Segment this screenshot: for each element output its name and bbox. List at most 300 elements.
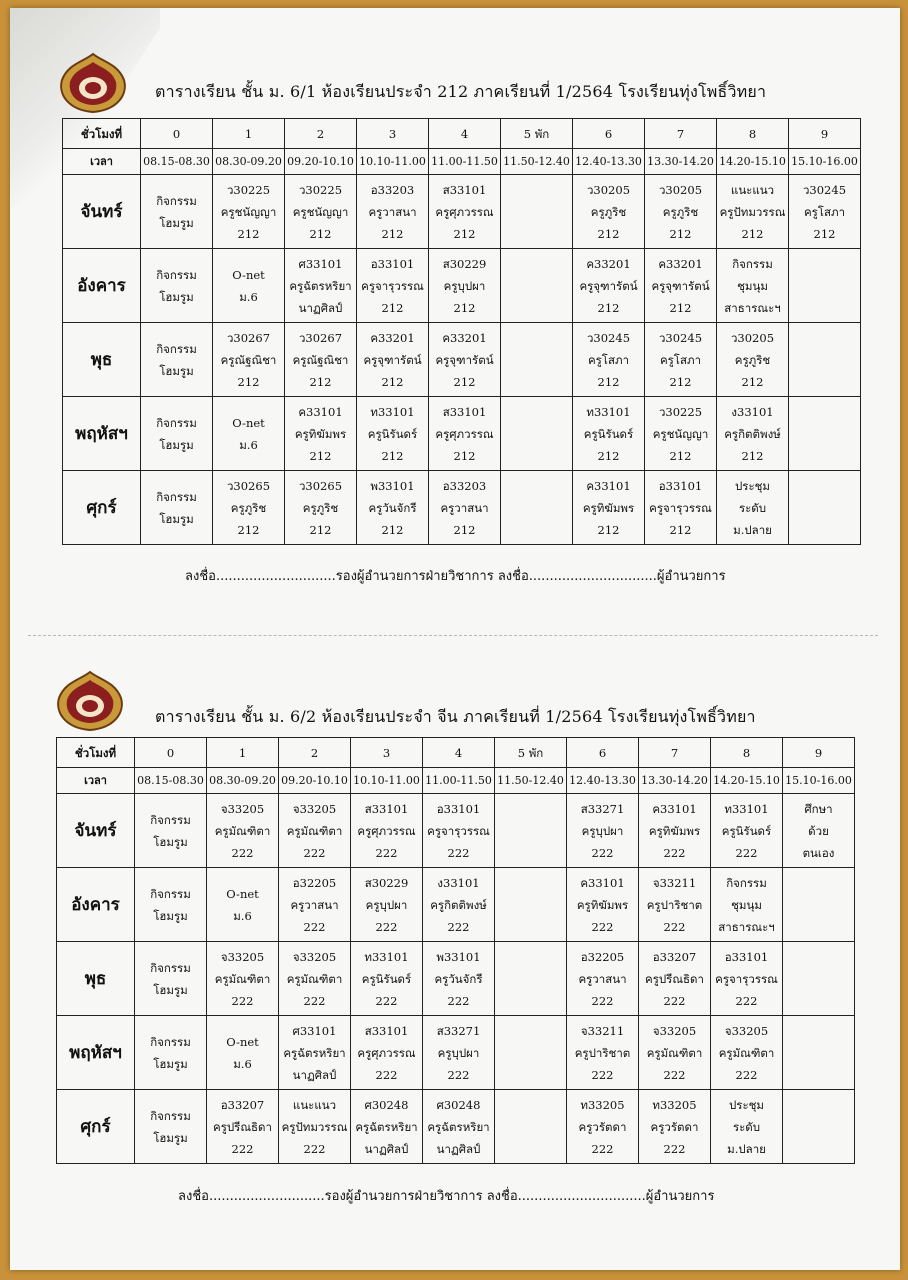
class-cell-line: ศึกษา bbox=[804, 801, 833, 816]
class-cell-line: ครูปรีณธิดา bbox=[213, 1119, 272, 1134]
class-cell-line: O-net bbox=[232, 415, 265, 430]
class-cell bbox=[717, 249, 789, 323]
class-cell-line: ครูฉัตรหริยา bbox=[289, 278, 352, 293]
time-slot: 08.15-08.30 bbox=[141, 149, 213, 175]
class-cell-line: อ33203 bbox=[370, 182, 415, 197]
class-cell-line: 212 bbox=[597, 300, 620, 315]
class-cell bbox=[717, 397, 789, 471]
class-cell bbox=[351, 1016, 423, 1090]
class-cell-line: ว30265 bbox=[298, 478, 343, 493]
class-cell bbox=[639, 868, 711, 942]
class-cell bbox=[717, 323, 789, 397]
class-cell-line: อ32205 bbox=[580, 949, 625, 964]
time-slot: 08.30-09.20 bbox=[213, 149, 285, 175]
schedule-title: ตารางเรียน ชั้น ม. 6/1 ห้องเรียนประจำ 212 ภาคเรียนที่ 1/2564 โรงเรียนทุ่งโพธิ์วิทยา bbox=[155, 82, 767, 101]
class-cell bbox=[495, 794, 567, 868]
class-cell-line: 212 bbox=[381, 374, 404, 389]
class-cell-line: จ33205 bbox=[220, 801, 265, 816]
class-cell-line: ครูบุปผา bbox=[365, 897, 408, 912]
class-cell-line: ท33101 bbox=[370, 404, 415, 419]
class-cell-line: 222 bbox=[375, 1067, 398, 1082]
class-cell bbox=[501, 323, 573, 397]
class-cell-line: 222 bbox=[591, 1067, 614, 1082]
class-cell-line: ส33101 bbox=[364, 1023, 409, 1038]
class-cell-line: ม.6 bbox=[239, 437, 258, 452]
class-cell-line: 222 bbox=[735, 845, 758, 860]
day-row bbox=[63, 249, 861, 323]
class-cell-line: ครูวันจักรี bbox=[434, 971, 483, 986]
class-cell-line: ครูภูริช bbox=[662, 204, 699, 219]
school-logo-icon bbox=[58, 52, 128, 114]
time-slot: 12.40-13.30 bbox=[573, 149, 645, 175]
day-name: อังคาร bbox=[57, 868, 135, 942]
class-cell-line: กิจกรรม bbox=[156, 415, 197, 430]
class-cell-line: ค33201 bbox=[370, 330, 415, 345]
class-cell bbox=[213, 397, 285, 471]
class-cell-line: ศ33101 bbox=[298, 256, 343, 271]
class-cell-line: 212 bbox=[453, 374, 476, 389]
class-cell-line: ครูชนัญญา bbox=[292, 204, 349, 219]
day-name: จันทร์ bbox=[57, 794, 135, 868]
class-cell-line: สาธารณะฯ bbox=[718, 919, 775, 934]
class-cell-line: 212 bbox=[237, 226, 260, 241]
class-cell-line: โฮมรูม bbox=[159, 215, 194, 230]
class-cell bbox=[573, 323, 645, 397]
class-cell-line: อ33101 bbox=[658, 478, 703, 493]
class-cell-line: 222 bbox=[375, 993, 398, 1008]
class-cell-line: ท33101 bbox=[724, 801, 769, 816]
class-cell-line: ประชุม bbox=[728, 1097, 765, 1112]
day-name: ศุกร์ bbox=[63, 471, 141, 545]
period-number: 6 bbox=[567, 738, 639, 768]
class-cell bbox=[495, 1016, 567, 1090]
class-cell bbox=[645, 175, 717, 249]
class-cell-line: จ33211 bbox=[652, 875, 697, 890]
class-cell bbox=[711, 942, 783, 1016]
day-name: พฤหัสฯ bbox=[63, 397, 141, 471]
class-cell-line: ศ30248 bbox=[364, 1097, 409, 1112]
class-cell-line: ครูศุภวรรณ bbox=[357, 1045, 416, 1060]
time-slot: 11.50-12.40 bbox=[495, 768, 567, 794]
class-cell-line: ว30265 bbox=[226, 478, 271, 493]
class-cell-line: ว30205 bbox=[658, 182, 703, 197]
day-name: พุธ bbox=[63, 323, 141, 397]
class-cell-line: 212 bbox=[453, 300, 476, 315]
class-cell-line: ส33271 bbox=[580, 801, 625, 816]
period-number: 5 พัก bbox=[495, 738, 567, 768]
class-cell-line: โฮมรูม bbox=[153, 982, 188, 997]
class-cell-line: ค33101 bbox=[298, 404, 343, 419]
class-cell-line: ระดับ bbox=[738, 500, 767, 515]
class-cell-line: ครูมัณฑิตา bbox=[718, 1045, 775, 1060]
class-cell-line: ครูภูริช bbox=[302, 500, 339, 515]
class-cell-line: 222 bbox=[447, 993, 470, 1008]
class-cell bbox=[567, 1016, 639, 1090]
class-cell bbox=[783, 942, 855, 1016]
class-cell-line: 212 bbox=[453, 448, 476, 463]
class-cell bbox=[789, 471, 861, 545]
class-cell bbox=[495, 942, 567, 1016]
class-cell-line: 212 bbox=[741, 374, 764, 389]
class-cell-line: 212 bbox=[309, 522, 332, 537]
class-cell-line: ท33101 bbox=[586, 404, 631, 419]
class-cell bbox=[501, 471, 573, 545]
class-cell-line: ครูวาสนา bbox=[578, 971, 627, 986]
class-cell bbox=[573, 471, 645, 545]
class-cell-line: 212 bbox=[309, 226, 332, 241]
class-cell-line: 222 bbox=[735, 1067, 758, 1082]
class-cell-line: ครูมัณฑิตา bbox=[286, 971, 343, 986]
class-cell-line: ว30245 bbox=[802, 182, 847, 197]
class-cell bbox=[141, 471, 213, 545]
class-cell-line: 222 bbox=[591, 1141, 614, 1156]
class-cell-line: ประชุม bbox=[734, 478, 771, 493]
class-cell-line: ครูวาสนา bbox=[440, 500, 489, 515]
time-slot: 14.20-15.10 bbox=[717, 149, 789, 175]
class-cell-line: ชุมนุม bbox=[731, 897, 762, 912]
class-cell-line: ครูภูริช bbox=[230, 500, 267, 515]
class-cell-line: 222 bbox=[303, 993, 326, 1008]
class-cell bbox=[567, 868, 639, 942]
school-logo-icon bbox=[55, 670, 125, 732]
time-slot: 09.20-10.10 bbox=[285, 149, 357, 175]
class-cell-line: ศ33101 bbox=[292, 1023, 337, 1038]
class-cell-line: O-net bbox=[226, 886, 259, 901]
class-cell-line: โฮมรูม bbox=[159, 437, 194, 452]
period-number: 3 bbox=[351, 738, 423, 768]
class-cell bbox=[351, 1090, 423, 1164]
cut-line bbox=[28, 635, 878, 636]
class-cell-line: ครูบุปผา bbox=[443, 278, 486, 293]
class-cell bbox=[711, 794, 783, 868]
class-cell-line: ครูฉัตรหริยา bbox=[427, 1119, 490, 1134]
class-cell bbox=[213, 471, 285, 545]
class-cell-line: 222 bbox=[375, 919, 398, 934]
class-cell-line: 212 bbox=[669, 448, 692, 463]
class-cell bbox=[357, 323, 429, 397]
class-cell bbox=[711, 1016, 783, 1090]
class-cell bbox=[285, 249, 357, 323]
class-cell bbox=[429, 249, 501, 323]
class-cell-line: กิจกรรม bbox=[156, 489, 197, 504]
class-cell-line: ครูกิตติพงษ์ bbox=[430, 897, 487, 912]
class-cell bbox=[639, 942, 711, 1016]
class-cell-line: 222 bbox=[663, 1067, 686, 1082]
class-cell-line: 212 bbox=[669, 522, 692, 537]
class-cell-line: ครูวาสนา bbox=[290, 897, 339, 912]
time-slot: 11.00-11.50 bbox=[429, 149, 501, 175]
class-cell-line: จ33205 bbox=[220, 949, 265, 964]
class-cell-line: ครูวรัตดา bbox=[650, 1119, 699, 1134]
class-cell-line: พ33101 bbox=[370, 478, 415, 493]
class-cell-line: 222 bbox=[663, 845, 686, 860]
class-cell bbox=[501, 397, 573, 471]
class-cell bbox=[141, 323, 213, 397]
class-cell bbox=[567, 1090, 639, 1164]
class-cell-line: ส33101 bbox=[442, 182, 487, 197]
class-cell bbox=[783, 868, 855, 942]
period-label: ชั่วโมงที่ bbox=[63, 119, 141, 149]
time-row bbox=[57, 768, 855, 794]
class-cell bbox=[711, 868, 783, 942]
class-cell bbox=[207, 868, 279, 942]
class-cell-line: ค33201 bbox=[658, 256, 703, 271]
period-number: 4 bbox=[429, 119, 501, 149]
time-slot: 15.10-16.00 bbox=[789, 149, 861, 175]
class-cell bbox=[207, 794, 279, 868]
day-row bbox=[63, 175, 861, 249]
class-cell-line: ครูปาริชาต bbox=[646, 897, 703, 912]
day-name: พุธ bbox=[57, 942, 135, 1016]
class-cell bbox=[135, 942, 207, 1016]
class-cell-line: พ33101 bbox=[436, 949, 481, 964]
class-cell-line: ว30267 bbox=[226, 330, 271, 345]
class-cell bbox=[357, 249, 429, 323]
period-number: 9 bbox=[783, 738, 855, 768]
period-number: 2 bbox=[279, 738, 351, 768]
class-cell bbox=[423, 1090, 495, 1164]
class-cell-line: ส30229 bbox=[364, 875, 409, 890]
class-cell bbox=[357, 471, 429, 545]
class-cell-line: ระดับ bbox=[732, 1119, 761, 1134]
class-cell-line: ครูจารุวรรณ bbox=[715, 971, 778, 986]
class-cell bbox=[285, 397, 357, 471]
class-cell bbox=[429, 397, 501, 471]
class-cell-line: ว30225 bbox=[226, 182, 271, 197]
class-cell bbox=[717, 175, 789, 249]
time-slot: 12.40-13.30 bbox=[567, 768, 639, 794]
time-slot: 15.10-16.00 bbox=[783, 768, 855, 794]
class-cell-line: อ33101 bbox=[724, 949, 769, 964]
class-cell bbox=[789, 397, 861, 471]
period-number: 8 bbox=[711, 738, 783, 768]
class-cell-line: 222 bbox=[663, 919, 686, 934]
class-cell-line: ครูฉัตรหริยา bbox=[283, 1045, 346, 1060]
class-cell bbox=[279, 1016, 351, 1090]
class-cell-line: ม.6 bbox=[233, 908, 252, 923]
class-cell-line: 222 bbox=[447, 845, 470, 860]
time-slot: 11.50-12.40 bbox=[501, 149, 573, 175]
period-number: 6 bbox=[573, 119, 645, 149]
class-cell-line: 222 bbox=[591, 845, 614, 860]
class-cell-line: 222 bbox=[591, 993, 614, 1008]
class-cell-line: ครูจุฑารัตน์ bbox=[435, 352, 494, 367]
class-cell-line: ครูทิฆัมพร bbox=[294, 426, 347, 441]
class-cell-line: ครูชนัญญา bbox=[220, 204, 277, 219]
class-cell bbox=[783, 1016, 855, 1090]
timetable bbox=[56, 737, 855, 1164]
class-cell-line: ท33205 bbox=[652, 1097, 697, 1112]
class-cell-line: ท33101 bbox=[364, 949, 409, 964]
period-number: 2 bbox=[285, 119, 357, 149]
time-slot: 13.30-14.20 bbox=[645, 149, 717, 175]
class-cell bbox=[135, 794, 207, 868]
class-cell-line: ครูณัฐณิชา bbox=[220, 352, 277, 367]
class-cell bbox=[789, 323, 861, 397]
class-cell-line: นาฏศิลป์ bbox=[292, 1067, 337, 1082]
class-cell bbox=[567, 794, 639, 868]
class-cell-line: ด้วย bbox=[808, 823, 829, 838]
class-cell bbox=[141, 175, 213, 249]
time-label: เวลา bbox=[63, 149, 141, 175]
class-cell-line: กิจกรรม bbox=[150, 886, 191, 901]
period-number: 7 bbox=[639, 738, 711, 768]
class-cell-line: ครูนิรันดร์ bbox=[721, 823, 772, 838]
class-cell-line: ครูโสภา bbox=[803, 204, 846, 219]
class-cell bbox=[279, 942, 351, 1016]
day-row bbox=[57, 868, 855, 942]
class-cell bbox=[645, 323, 717, 397]
class-cell bbox=[207, 1090, 279, 1164]
class-cell bbox=[213, 175, 285, 249]
class-cell-line: ส33101 bbox=[442, 404, 487, 419]
class-cell-line: 212 bbox=[381, 300, 404, 315]
class-cell-line: อ32205 bbox=[292, 875, 337, 890]
class-cell-line: ครูมัณฑิตา bbox=[214, 823, 271, 838]
class-cell bbox=[285, 175, 357, 249]
period-number: 7 bbox=[645, 119, 717, 149]
class-cell-line: ครูปรีณธิดา bbox=[645, 971, 704, 986]
class-cell bbox=[645, 249, 717, 323]
time-slot: 11.00-11.50 bbox=[423, 768, 495, 794]
class-cell bbox=[495, 1090, 567, 1164]
class-cell bbox=[285, 471, 357, 545]
class-cell-line: ว30205 bbox=[730, 330, 775, 345]
signature-line: ลงชื่อ............................รองผู้อำนวยการฝ่ายวิชาการ ลงชื่อ...............................ผู้อำนวยการ bbox=[178, 1189, 715, 1204]
class-cell-line: ครูนิรันดร์ bbox=[583, 426, 634, 441]
class-cell bbox=[279, 1090, 351, 1164]
time-slot: 10.10-11.00 bbox=[357, 149, 429, 175]
class-cell-line: ค33201 bbox=[586, 256, 631, 271]
class-cell-line: ครูจุฑารัตน์ bbox=[579, 278, 638, 293]
class-cell-line: 212 bbox=[741, 448, 764, 463]
class-cell-line: จ33205 bbox=[652, 1023, 697, 1038]
class-cell bbox=[213, 323, 285, 397]
class-cell-line: ชุมนุม bbox=[737, 278, 768, 293]
class-cell-line: 212 bbox=[669, 374, 692, 389]
class-cell-line: ส33271 bbox=[436, 1023, 481, 1038]
class-cell-line: นาฏศิลป์ bbox=[298, 300, 343, 315]
class-cell bbox=[135, 1016, 207, 1090]
class-cell-line: 212 bbox=[237, 374, 260, 389]
class-cell-line: ศ30248 bbox=[436, 1097, 481, 1112]
class-cell-line: ครูชนัญญา bbox=[652, 426, 709, 441]
class-cell-line: ครูจารุวรรณ bbox=[649, 500, 712, 515]
class-cell bbox=[141, 397, 213, 471]
class-cell bbox=[135, 868, 207, 942]
class-cell bbox=[789, 175, 861, 249]
class-cell-line: ตนเอง bbox=[802, 845, 835, 860]
class-cell-line: ครูวรัตดา bbox=[578, 1119, 627, 1134]
class-cell-line: ครูจุฑารัตน์ bbox=[651, 278, 710, 293]
period-number: 1 bbox=[207, 738, 279, 768]
class-cell-line: โฮมรูม bbox=[153, 1056, 188, 1071]
class-cell-line: O-net bbox=[226, 1034, 259, 1049]
class-cell-line: ครูมัณฑิตา bbox=[214, 971, 271, 986]
period-label: ชั่วโมงที่ bbox=[57, 738, 135, 768]
class-cell-line: 222 bbox=[663, 993, 686, 1008]
class-cell-line: กิจกรรม bbox=[156, 267, 197, 282]
class-cell-line: 212 bbox=[597, 448, 620, 463]
class-cell bbox=[573, 175, 645, 249]
day-name: ศุกร์ bbox=[57, 1090, 135, 1164]
class-cell-line: ครูศุภวรรณ bbox=[357, 823, 416, 838]
class-cell-line: แนะแนว bbox=[730, 182, 775, 197]
class-cell-line: กิจกรรม bbox=[156, 341, 197, 356]
class-cell-line: 222 bbox=[231, 1141, 254, 1156]
period-header-row bbox=[57, 738, 855, 768]
time-slot: 08.30-09.20 bbox=[207, 768, 279, 794]
class-cell bbox=[429, 175, 501, 249]
day-row bbox=[63, 323, 861, 397]
class-cell-line: อ33203 bbox=[442, 478, 487, 493]
class-cell-line: 222 bbox=[303, 1141, 326, 1156]
class-cell-line: 212 bbox=[381, 522, 404, 537]
class-cell-line: ครูศุภวรรณ bbox=[435, 426, 494, 441]
class-cell-line: 212 bbox=[453, 522, 476, 537]
time-row bbox=[63, 149, 861, 175]
class-cell bbox=[495, 868, 567, 942]
class-cell-line: 212 bbox=[669, 226, 692, 241]
class-cell-line: ว30267 bbox=[298, 330, 343, 345]
class-cell bbox=[423, 868, 495, 942]
class-cell bbox=[639, 1090, 711, 1164]
time-slot: 13.30-14.20 bbox=[639, 768, 711, 794]
period-number: 3 bbox=[357, 119, 429, 149]
class-cell-line: กิจกรรม bbox=[150, 960, 191, 975]
class-cell bbox=[285, 323, 357, 397]
day-name: พฤหัสฯ bbox=[57, 1016, 135, 1090]
class-cell-line: ครูจารุวรรณ bbox=[361, 278, 424, 293]
class-cell-line: ค33101 bbox=[652, 801, 697, 816]
class-cell-line: ครูปัทมวรรณ bbox=[719, 204, 786, 219]
class-cell-line: 222 bbox=[303, 845, 326, 860]
class-cell-line: 212 bbox=[453, 226, 476, 241]
class-cell-line: 212 bbox=[669, 300, 692, 315]
day-name: อังคาร bbox=[63, 249, 141, 323]
class-cell-line: อ33207 bbox=[220, 1097, 265, 1112]
class-cell bbox=[423, 794, 495, 868]
period-header-row bbox=[63, 119, 861, 149]
class-cell-line: ว30225 bbox=[658, 404, 703, 419]
class-cell-line: 212 bbox=[381, 226, 404, 241]
class-cell-line: 212 bbox=[597, 374, 620, 389]
day-row bbox=[57, 942, 855, 1016]
class-cell bbox=[783, 1090, 855, 1164]
class-cell bbox=[783, 794, 855, 868]
class-cell-line: ครูปัทมวรรณ bbox=[281, 1119, 348, 1134]
class-cell-line: จ33211 bbox=[580, 1023, 625, 1038]
class-cell bbox=[141, 249, 213, 323]
class-cell bbox=[573, 397, 645, 471]
class-cell-line: 212 bbox=[741, 226, 764, 241]
class-cell-line: โฮมรูม bbox=[153, 1130, 188, 1145]
class-cell-line: กิจกรรม bbox=[150, 1034, 191, 1049]
class-cell-line: อ33101 bbox=[436, 801, 481, 816]
period-number: 1 bbox=[213, 119, 285, 149]
day-row bbox=[57, 1016, 855, 1090]
class-cell-line: โฮมรูม bbox=[153, 834, 188, 849]
class-cell-line: ครูโสภา bbox=[659, 352, 702, 367]
class-cell-line: ว30205 bbox=[586, 182, 631, 197]
class-cell bbox=[567, 942, 639, 1016]
class-cell-line: ครูภูริช bbox=[590, 204, 627, 219]
class-cell-line: กิจกรรม bbox=[156, 193, 197, 208]
class-cell-line: อ33101 bbox=[370, 256, 415, 271]
class-cell bbox=[423, 1016, 495, 1090]
class-cell-line: ครูวันจักรี bbox=[368, 500, 417, 515]
period-number: 5 พัก bbox=[501, 119, 573, 149]
